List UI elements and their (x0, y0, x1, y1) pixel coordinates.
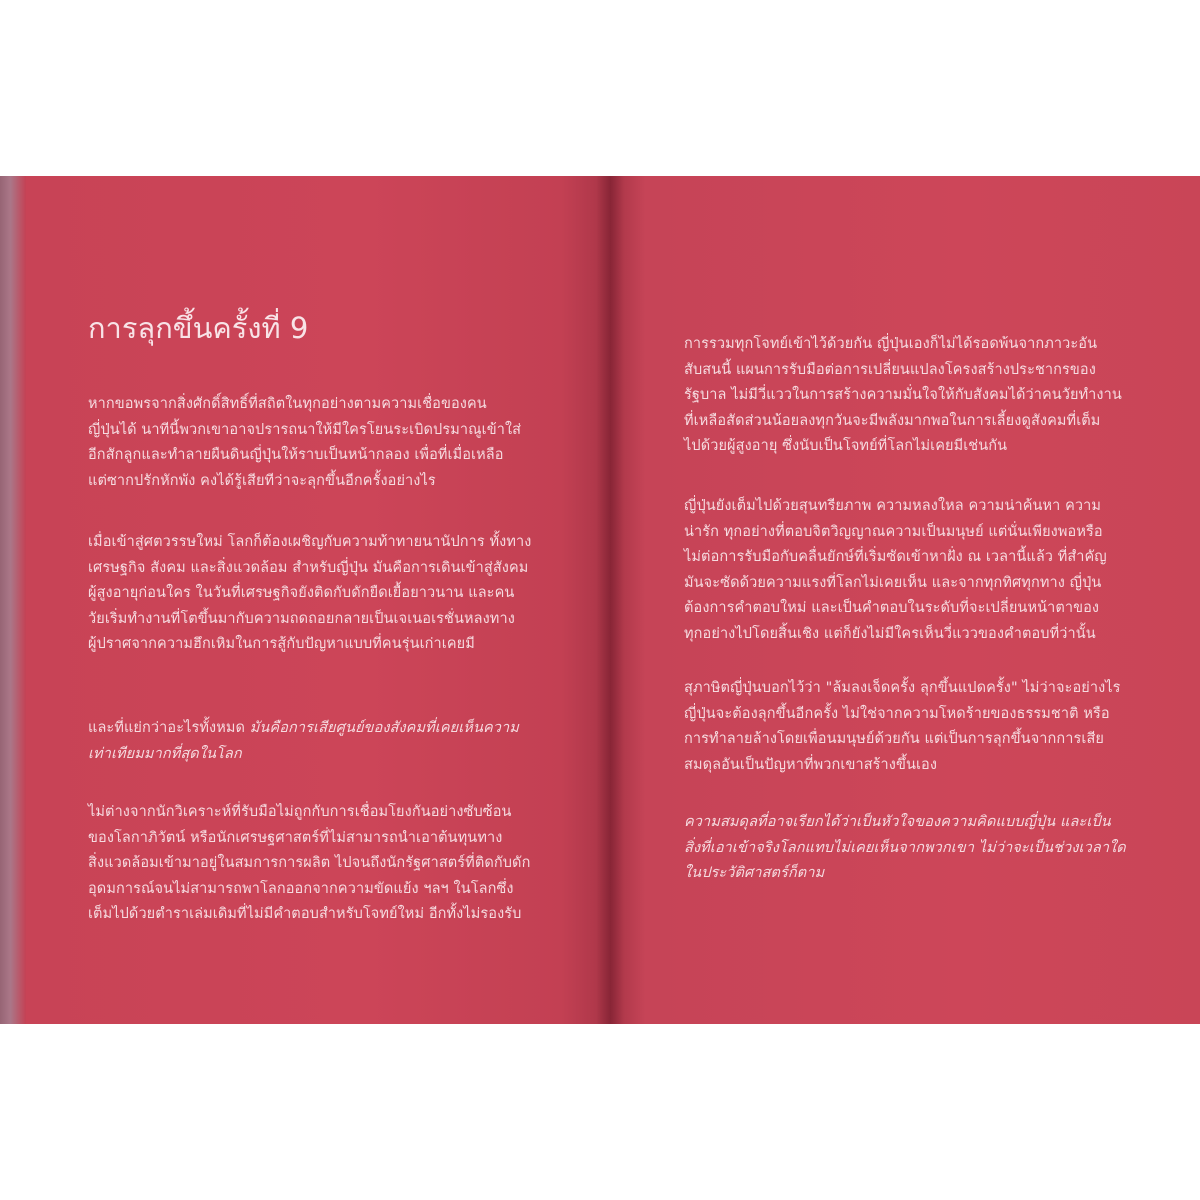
open-book (0, 176, 1200, 1024)
text-line: การรวมทุกโจทย์เข้าไว้ด้วยกัน ญี่ปุ่นเองก็ไม่ได้รอดพ้นจากภาวะอัน (684, 336, 1098, 352)
text-line: หากขอพรจากสิ่งศักดิ์สิทธิ์ที่สถิตในทุกอย่างตามความเชื่อของคน (88, 396, 487, 412)
right-paragraph-1 (684, 332, 1122, 460)
italic-text: เท่าเทียมมากที่สุดในโลก (88, 745, 242, 762)
right-paragraph-3 (684, 676, 1121, 778)
text-line: ผู้ปราศจากความฮึกเหิมในการสู้กับปัญหาแบบที่คนรุ่นเก่าเคยมี (88, 636, 475, 653)
text-line: ญี่ปุ่นยังเต็มไปด้วยสุนทรียภาพ ความหลงใหล ความน่าค้นหา ความ (684, 498, 1102, 514)
text-line: อุดมการณ์จนไม่สามารถพาโลกออกจากความขัดแย้ง ฯลฯ ในโลกซึ่ง (88, 880, 514, 897)
italic-text: ความสมดุลที่อาจเรียกได้ว่าเป็นหัวใจของความคิดแบบญี่ปุ่น และเป็น (684, 814, 1111, 830)
text-line: ญี่ปุ่นได้ นาทีนี้พวกเขาอาจปรารถนาให้มีใครโยนระเบิดปรมาณูเข้าใส่ (88, 421, 522, 438)
chapter-title: การลุกขึ้นครั้งที่ 9 (88, 311, 309, 345)
text-line: ที่เหลือสัดส่วนน้อยลงทุกวันจะมีพลังมากพอในการเลี้ยงดูสังคมที่เต็ม (684, 412, 1101, 429)
text-line: ไม่ต่อการรับมือกับคลื่นยักษ์ที่เริ่มซัดเข้าหาฝั่ง ณ เวลานี้แล้ว ที่สำคัญ (684, 549, 1107, 566)
left-paragraph-1 (88, 392, 521, 494)
text-line: ไปด้วยผู้สูงอายุ ซึ่งนับเป็นโจทย์ที่โลกไม่เคยมีเช่นกัน (684, 438, 1008, 455)
italic-text: สิ่งที่เอาเข้าจริงโลกแทบไม่เคยเห็นจากพวกเขา ไม่ว่าจะเป็นช่วงเวลาใด (684, 839, 1126, 856)
text-line: ไม่ต่างจากนักวิเคราะห์ที่รับมือไม่ถูกกับการเชื่อมโยงกันอย่างซับซ้อน (88, 804, 512, 820)
text-line: ญี่ปุ่นจะต้องลุกขึ้นอีกครั้ง ไม่ใช่จากความโหดร้ายของธรรมชาติ หรือ (684, 705, 1110, 722)
italic-text: ในประวัติศาสตร์ก็ตาม (684, 865, 825, 882)
text-line: การทำลายล้างโดยเพื่อนมนุษย์ด้วยกัน แต่เป็นการลุกขึ้นจากการเสีย (684, 731, 1105, 748)
text-line: ผู้สูงอายุก่อนใคร ในวันที่เศรษฐกิจยังติดกับดักยืดเยื้อยาวนาน และคน (88, 585, 515, 602)
left-paragraph-2 (88, 530, 531, 658)
text-line: เมื่อเข้าสู่ศตวรรษใหม่ โลกก็ต้องเผชิญกับความท้าทายนานัปการ ทั้งทาง (88, 534, 532, 550)
text-line: ของโลกาภิวัตน์ หรือนักเศรษฐศาสตร์ที่ไม่สามารถนำเอาต้นทุนทาง (88, 829, 503, 846)
text-line: สมดุลอันเป็นปัญหาที่พวกเขาสร้างขึ้นเอง (684, 756, 938, 773)
text-line: เต็มไปด้วยตำราเล่มเดิมที่ไม่มีคำตอบสำหรับโจทย์ใหม่ อีกทั้งไม่รองรับ (88, 906, 522, 923)
right-paragraph-4 (684, 810, 1126, 887)
text-line: เศรษฐกิจ สังคม และสิ่งแวดล้อม สำหรับญี่ปุ่น มันคือการเดินเข้าสู่สังคม (88, 559, 529, 576)
book-edge-shadow (0, 176, 26, 1024)
text-line: สิ่งแวดล้อมเข้ามาอยู่ในสมการการผลิต ไปจนถึงนักรัฐศาสตร์ที่ติดกับดัก (88, 855, 531, 872)
right-paragraph-2 (684, 494, 1107, 648)
text-line: วัยเริ่มทำงานที่โตขึ้นมากับความถดถอยกลายเป็นเจเนอเรชั่นหลงทาง (88, 610, 515, 627)
text-line: ต้องการคำตอบใหม่ และเป็นคำตอบในระดับที่จะเปลี่ยนหน้าตาของ (684, 600, 1100, 617)
book-spine (596, 176, 624, 1024)
text-line: น่ารัก ทุกอย่างที่ตอบจิตวิญญาณความเป็นมนุษย์ แต่นั่นเพียงพอหรือ (684, 523, 1103, 540)
text-line: สุภาษิตญี่ปุ่นบอกไว้ว่า "ล้มลงเจ็ดครั้ง ลุกขึ้นแปดครั้ง" ไม่ว่าจะอย่างไร (684, 680, 1121, 696)
text-line: มันจะซัดด้วยความแรงที่โลกไม่เคยเห็น และจากทุกทิศทุกทาง ญี่ปุ่น (684, 574, 1102, 591)
text-line: ทุกอย่างไปโดยสิ้นเชิง แต่ก็ยังไม่มีใครเห็นวี่แววของคำตอบที่ว่านั้น (684, 625, 1096, 642)
text-line (88, 716, 519, 742)
text-line: แต่ซากปรักหักพัง คงได้รู้เสียทีว่าจะลุกขึ้นอีกครั้งอย่างไร (88, 472, 436, 489)
left-paragraph-4 (88, 800, 530, 928)
left-paragraph-3 (88, 716, 519, 767)
text-line: รัฐบาล ไม่มีวี่แววในการสร้างความมั่นใจให้กับสังคมได้ว่าคนวัยทำงาน (684, 387, 1122, 404)
lead-text: และที่แย่กว่าอะไรทั้งหมด (88, 720, 250, 736)
text-line: อีกสักลูกและทำลายผืนดินญี่ปุ่นให้ราบเป็นหน้ากลอง เพื่อที่เมื่อเหลือ (88, 447, 504, 464)
text-line: สับสนนี้ แผนการรับมือต่อการเปลี่ยนแปลงโครงสร้างประชากรของ (684, 361, 1096, 378)
italic-text: มันคือการเสียศูนย์ของสังคมที่เคยเห็นความ (249, 720, 519, 736)
